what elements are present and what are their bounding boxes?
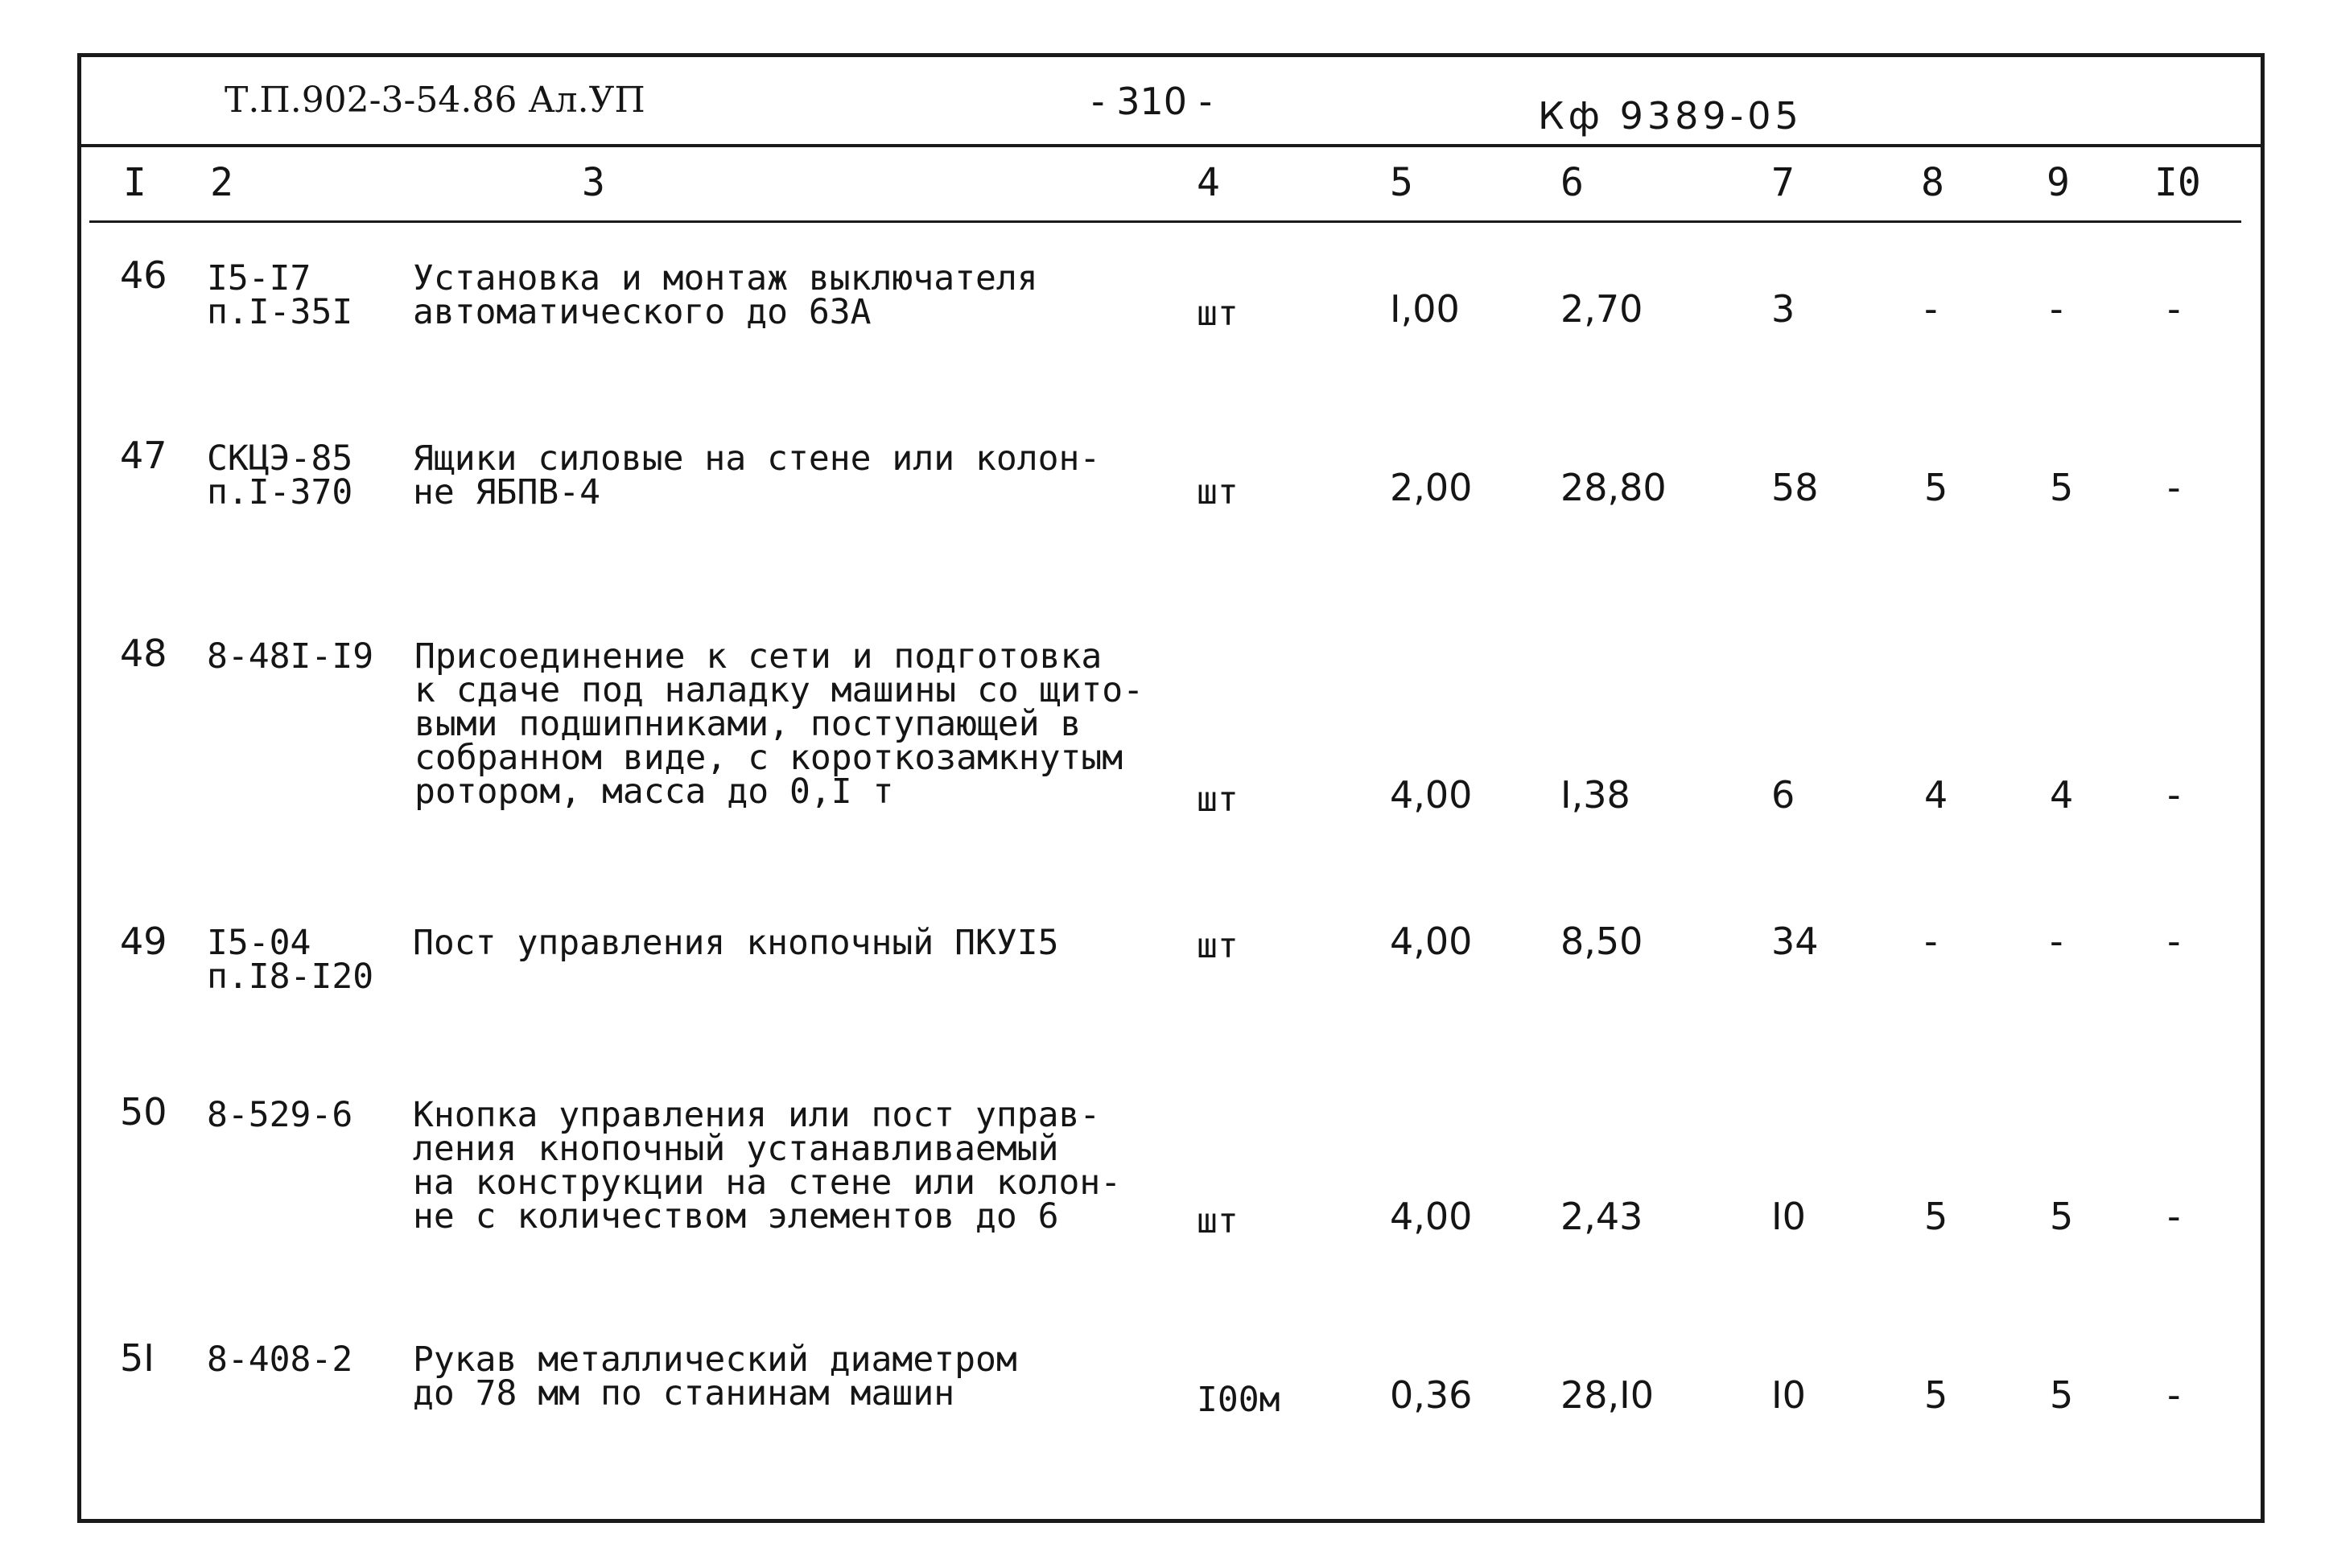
column-8-value: 5 <box>1924 1195 1948 1238</box>
row-number: 46 <box>120 253 167 297</box>
work-description: Присоединение к сети и подготовка к сдаче под наладку машины со щито- выми подшипниками, поступающей в собранном виде, с короткозамкнутым ротором, масса до 0,I т <box>414 636 1144 812</box>
norm-reference: 8-529-6 <box>207 1095 353 1135</box>
archive-stamp: Кф 9389-05 <box>1538 94 1803 138</box>
work-description: Рукав металлический диаметром до 78 мм по станинам машин <box>413 1340 1017 1414</box>
work-description: Установка и монтаж выключателя автоматического до 63А <box>413 258 1038 332</box>
quantity: I,00 <box>1390 287 1460 331</box>
column-6-value: 2,70 <box>1560 287 1643 331</box>
unit-of-measure: шт <box>1197 472 1239 512</box>
norm-reference: I5-04 п.I8-I20 <box>207 923 374 997</box>
row-number: 47 <box>120 434 167 477</box>
column-8-value: 5 <box>1924 1373 1948 1417</box>
quantity: 0,36 <box>1390 1373 1473 1417</box>
column-number-7: 7 <box>1771 160 1795 205</box>
column-7-value: 3 <box>1771 287 1795 331</box>
norm-reference: 8-48I-I9 <box>207 636 374 677</box>
column-number-4: 4 <box>1197 160 1220 205</box>
column-number-1: I <box>123 160 146 205</box>
row-number: 49 <box>120 920 167 963</box>
quantity: 4,00 <box>1390 773 1473 817</box>
column-10-value: - <box>2167 287 2181 331</box>
column-number-2: 2 <box>210 160 233 205</box>
unit-of-measure: шт <box>1197 926 1239 966</box>
unit-of-measure: шт <box>1197 294 1239 334</box>
column-6-value: I,38 <box>1560 773 1630 817</box>
document-sheet <box>77 53 2265 1523</box>
unit-of-measure: шт <box>1197 1201 1239 1241</box>
document-code: Т.П.902-3-54.86 Ал.УП <box>225 80 645 121</box>
column-10-value: - <box>2167 920 2181 963</box>
work-description: Пост управления кнопочный ПКУI5 <box>413 923 1059 963</box>
column-7-value: I0 <box>1771 1373 1806 1417</box>
column-7-value: I0 <box>1771 1195 1806 1238</box>
column-9-value: 4 <box>2050 773 2074 817</box>
column-6-value: 28,80 <box>1560 466 1667 509</box>
quantity: 4,00 <box>1390 920 1473 963</box>
column-6-value: 8,50 <box>1560 920 1643 963</box>
column-9-value: 5 <box>2050 1195 2074 1238</box>
column-number-8: 8 <box>1921 160 1944 205</box>
column-number-10: I0 <box>2154 160 2201 205</box>
column-9-value: 5 <box>2050 1373 2074 1417</box>
work-description: Ящики силовые на стене или колон- не ЯБПВ-4 <box>413 438 1101 512</box>
column-9-value: - <box>2050 920 2063 963</box>
column-8-value: 4 <box>1924 773 1948 817</box>
column-6-value: 2,43 <box>1560 1195 1643 1238</box>
column-10-value: - <box>2167 1373 2181 1417</box>
unit-of-measure: шт <box>1197 780 1239 820</box>
page-number: - 310 - <box>1091 80 1213 123</box>
column-9-value: - <box>2050 287 2063 331</box>
column-7-value: 34 <box>1771 920 1819 963</box>
column-8-value: - <box>1924 287 1938 331</box>
column-9-value: 5 <box>2050 466 2074 509</box>
column-7-value: 6 <box>1771 773 1795 817</box>
column-8-value: - <box>1924 920 1938 963</box>
column-10-value: - <box>2167 773 2181 817</box>
column-number-3: 3 <box>582 160 605 205</box>
column-numbers-divider <box>89 220 2241 223</box>
row-number: 48 <box>120 632 167 675</box>
column-number-6: 6 <box>1560 160 1584 205</box>
unit-of-measure: I00м <box>1197 1380 1280 1420</box>
row-number: 5I <box>120 1336 155 1380</box>
norm-reference: 8-408-2 <box>207 1340 353 1380</box>
column-8-value: 5 <box>1924 466 1948 509</box>
work-description: Кнопка управления или пост управ- ления кнопочный устанавливаемый на конструкции на стене или колон- не с количеством элементов до 6 <box>413 1095 1122 1237</box>
header-divider <box>81 144 2261 147</box>
row-number: 50 <box>120 1090 167 1134</box>
column-6-value: 28,I0 <box>1560 1373 1654 1417</box>
column-number-9: 9 <box>2047 160 2070 205</box>
column-10-value: - <box>2167 1195 2181 1238</box>
norm-reference: I5-I7 п.I-35I <box>207 258 353 332</box>
quantity: 2,00 <box>1390 466 1473 509</box>
column-10-value: - <box>2167 466 2181 509</box>
column-7-value: 58 <box>1771 466 1819 509</box>
norm-reference: СКЦЭ-85 п.I-370 <box>207 438 353 512</box>
quantity: 4,00 <box>1390 1195 1473 1238</box>
column-number-5: 5 <box>1390 160 1413 205</box>
